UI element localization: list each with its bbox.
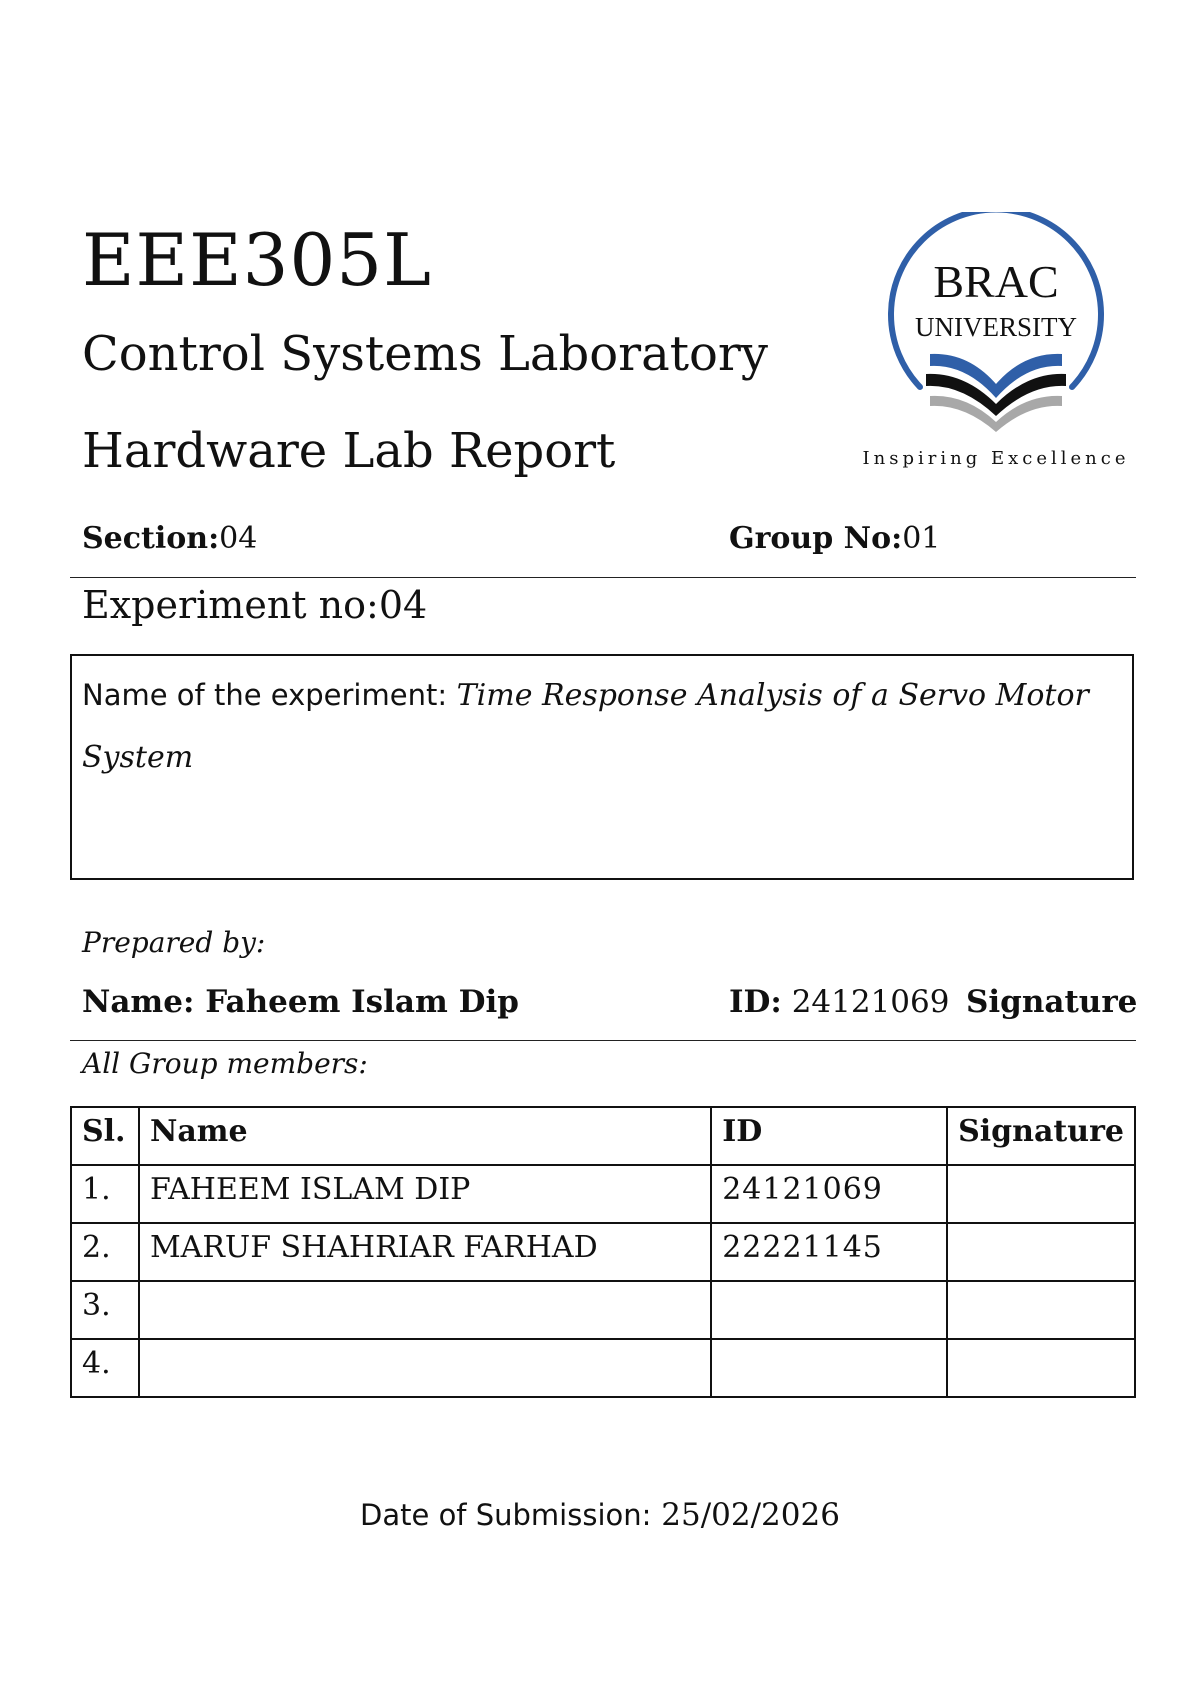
- experiment-number-line: [82, 583, 427, 627]
- table-row: [71, 1281, 1135, 1339]
- cell-id: [711, 1339, 947, 1397]
- prepared-by-label: Prepared by:: [82, 926, 266, 959]
- preparer-signature-label: Signature: [966, 984, 1138, 1020]
- submission-date: 25/02/2026: [661, 1497, 840, 1533]
- logo-line2: UNIVERSITY: [915, 312, 1077, 342]
- cell-name: FAHEEM ISLAM DIP: [139, 1165, 711, 1223]
- preparer-id-label: ID:: [729, 984, 782, 1020]
- group-members-label: All Group members:: [82, 1047, 368, 1080]
- submission-label: Date of Submission:: [360, 1498, 652, 1532]
- experiment-label: Experiment no:: [82, 583, 379, 627]
- course-code: EEE305L: [82, 218, 432, 302]
- column-header-signature: Signature: [947, 1107, 1135, 1165]
- table-row: [71, 1223, 1135, 1281]
- cell-signature: [947, 1165, 1135, 1223]
- group-label: Group No:: [729, 521, 903, 556]
- cell-id: 22221145: [711, 1223, 947, 1281]
- column-header-sl: Sl.: [71, 1107, 139, 1165]
- table-row: [71, 1165, 1135, 1223]
- brac-university-logo: [850, 212, 1140, 482]
- logo-line1: BRAC: [933, 256, 1059, 307]
- cell-sl: 4.: [71, 1339, 139, 1397]
- cell-sl: 2.: [71, 1223, 139, 1281]
- cell-signature: [947, 1223, 1135, 1281]
- submission-date-line: [0, 1496, 1200, 1534]
- cell-id: [711, 1281, 947, 1339]
- preparer-name-label: Name:: [82, 984, 195, 1020]
- group-value: 01: [902, 521, 941, 556]
- section-line: [82, 521, 257, 557]
- report-type: Hardware Lab Report: [82, 423, 616, 479]
- cell-sl: 1.: [71, 1165, 139, 1223]
- preparer-id-value: 24121069: [791, 984, 950, 1020]
- divider-top: [70, 577, 1136, 578]
- experiment-value: 04: [378, 583, 428, 627]
- section-value: 04: [219, 521, 258, 556]
- preparer-name-line: [82, 983, 519, 1021]
- divider-members: [70, 1040, 1136, 1041]
- course-name: Control Systems Laboratory: [82, 326, 768, 382]
- experiment-name-box: [70, 654, 1134, 880]
- experiment-name-value: Time Response Analysis of a Servo Motor System: [82, 678, 1089, 775]
- table-row: [71, 1339, 1135, 1397]
- column-header-name: Name: [139, 1107, 711, 1165]
- preparer-name-value: Faheem Islam Dip: [205, 984, 519, 1020]
- logo-chevron-dark: [930, 354, 1062, 398]
- cell-name: MARUF SHAHRIAR FARHAD: [139, 1223, 711, 1281]
- cell-name: [139, 1281, 711, 1339]
- column-header-id: ID: [711, 1107, 947, 1165]
- cell-signature: [947, 1339, 1135, 1397]
- experiment-name-label: Name of the experiment:: [82, 678, 448, 712]
- logo-tagline: Inspiring Excellence: [862, 448, 1130, 469]
- cell-signature: [947, 1281, 1135, 1339]
- cell-id: 24121069: [711, 1165, 947, 1223]
- cell-sl: 3.: [71, 1281, 139, 1339]
- table-header-row: [71, 1107, 1135, 1165]
- group-line: [729, 521, 940, 557]
- preparer-id-line: [729, 983, 949, 1021]
- members-table: [70, 1106, 1136, 1398]
- cell-name: [139, 1339, 711, 1397]
- section-label: Section:: [82, 521, 220, 556]
